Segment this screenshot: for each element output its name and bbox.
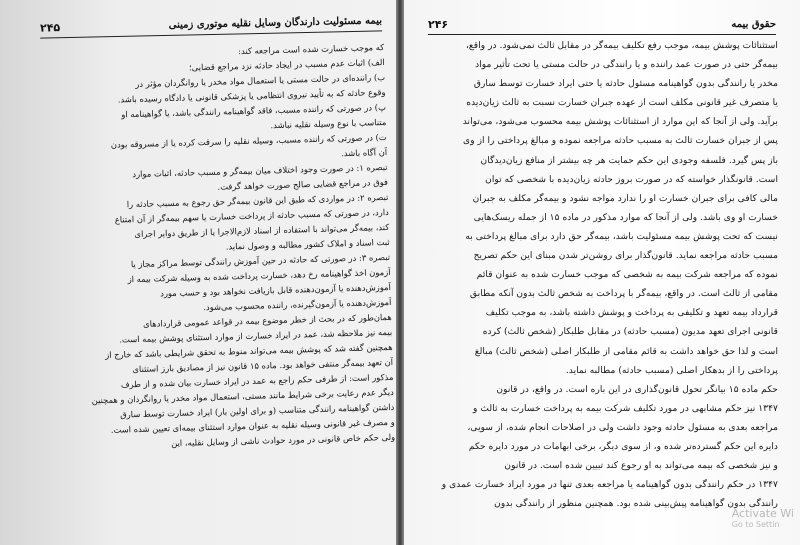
text-line: ت) در صورتی که راننده مسبب، وسیله نقلیه را سرقت کرده یا از مسروقه بودن [110,131,387,150]
text-line: پس از جبران خسارت ثالث به مسبب حادثه مراجعه نموده و مبالغ پرداختی را از وی [463,135,778,147]
text-line: استثنائات پوشش بیمه، موجب رفع تکلیف بیمه‌گر در مقابل ثالث نمی‌شود. در واقع، [465,40,778,51]
text-line: است و لذا حق خواهد داشت به قائم مقامی از طلبکار اصلی (شخص ثالث) مبالغ [474,345,778,357]
text-line: دارد، در صورتی که مسبب حادثه از پرداخت خسارت یا سهم بیمه‌گر از آن امتناع [114,206,389,225]
right-book-page [404,0,800,545]
text-line: تبصره ۳: در صورتی که حادثه در حین آموزش رانندگی توسط مراکز مجاز یا [130,251,391,270]
watermark-line-2: Go to Settin [731,520,780,529]
text-line: مذکور است: از طرفی حکم راجع به عمد در ایراد خسارت بیان شده و از طرف [120,371,394,390]
activate-windows-watermark [732,507,794,529]
text-line: همان‌طور که در بحث از خطر موضوع بیمه در قواعد عمومی قراردادهای [142,311,392,329]
text-line: ۱۳۴۷ نیز حکم مشابهی در مورد تکلیف شرکت بیمه به پرداخت خسارت به ثالث و [473,402,778,414]
text-line: بیمه نیز ملاحظه شد، عمد در ایراد خسارت از موارد استثنای پوشش بیمه است. [119,326,393,345]
text-line: آزمون اخذ گواهینامه رخ دهد، خسارت پرداخت شده به وسیله شرکت بیمه از [127,266,391,285]
text-line: ولی حکم خاص قانونی در مورد حوادث ناشی از وسایل نقلیه، این [170,431,396,449]
left-page-header [40,10,382,38]
text-line: فوق در مراجع قضایی صالح صورت خواهد گرفت. [217,176,389,192]
text-line: وقوع حادثه که به تأیید نیروی انتظامی یا پزشکی قانونی یا دادگاه رسیده باشد. [117,86,386,105]
watermark-line-1: Activate Wi [731,507,794,520]
text-line: تبصره ۲: در مواردی که طبق این قانون بیمه‌گر حق رجوع به مسبب حادثه را [126,191,389,210]
text-line: قرارداد بیمه تعهد و تکلیفی به پرداخت و پوشش داشته باشد، به موجب تکلیف [485,307,778,319]
text-line: دایره این حکم گسترده‌تر شده و، از سوی دیگر، برخی ابهامات در مورد دایره حکم [468,440,778,452]
text-line: قانونی اجرای تعهد مدیون (مسبب حادثه) در مقابل طلبکار (شخص ثالث) کرده [482,326,778,338]
text-line: آن تعهد بیمه‌گر منتفی خواهد بود. ماده ۱۵ قانون نیز از مصادیق بارز استثنای [132,356,394,375]
book-gutter [396,0,404,545]
text-line: مسبب حادثه مراجعه نماید. قانون‌گذار برای روشن‌تر شدن مبنای این حکم تصریح [473,250,778,262]
text-line: که موجب خسارت شده است مراجعه کند: [238,41,385,57]
text-line: ثبت اسناد و املاک کشور مطالبه و وصول نماید. [225,236,390,252]
text-line: حکم ماده ۱۵ بیانگر تحول قانون‌گذاری در این باره است. در واقع، در قانون [496,383,778,395]
text-line: پ) در صورتی که راننده مسبب، فاقد گواهینامه رانندگی باشد، یا گواهینامه او [121,101,387,120]
text-line: و نیز شخصی که بیمه می‌تواند به او رجوع کند تبیین شده است. در قانون [504,460,778,472]
text-line: متناسب با نوع وسیله نقلیه نباشد. [270,116,387,131]
text-line: ب) راننده‌ای در حالت مستی یا استعمال مواد مخدر یا روانگردان مؤثر در [135,71,386,89]
right-page-header [428,14,776,35]
text-line: کند، بیمه‌گر می‌تواند با استفاده از اسناد لازم‌الاجرا یا از طریق دوایر اجرای [134,221,390,240]
text-line: دیگر عدم رعایت برخی شرایط مانند مستی، استعمال مواد مخدر یا روانگردان و همچنین [91,386,394,406]
text-line: داشتن گواهینامه رانندگی متناسب (و برای اولین بار) ایراد خسارت توسط سارق [120,401,395,420]
text-line: خسارت او وی باشد. ولی از آنجا که موارد مذکور در ماده ۱۵ از جمله ریسک‌هایی [473,211,778,223]
left-page-number: ۲۴۵ [39,20,61,35]
text-line: همچنین گفته شد که پوشش بیمه می‌تواند منوط به تحقق شرایطی باشد که خارج از [104,341,393,360]
text-line: نیست که تحت پوشش بیمه مسئولیت باشد، بیمه‌گر حق دارد برای مبالغ پرداختی به [465,230,778,242]
left-header-title: بیمه مسئولیت دارندگان وسایل نقلیه موتوری زمینی [168,14,383,31]
text-line: مقامی از ثالث است. در واقع، بیمه‌گر با پرداخت به شخص ثالث بدون آنکه مطابق [470,288,778,300]
text-line: رانندگی بدون گواهینامه پیش‌بینی شده بود. همچنین منظور از رانندگی بدون [494,498,778,510]
text-line: مالی کافی برای جبران خسارت او را ندارد مواجه نشود و بیمه‌گر مکلف به جبران [472,192,778,204]
text-line: یا متصرف غیر قانونی مکلف است از عهده جبران خسارت نسبت به ثالث زیان‌دیده [466,97,778,109]
text-line: و مصرف غیر قانونی وسیله نقلیه به عنوان موارد استثنای بیمه‌ای تعیین شده است. [110,416,395,435]
right-page-body [424,36,778,513]
text-line: است. قانونگذار خواسته که در صورت بروز حادثه زیان‌دیده با شخصی که توان [485,173,778,185]
text-line: مراجعه بعدی به مسئول حادثه وجود داشت ولی در اصلاحات انجام شده، از سویی، [467,421,778,433]
right-header-title: حقوق بیمه [731,18,776,30]
text-line: بیمه‌گر حتی در صورت عمد راننده و یا رانندگی در حالت مستی یا تحت تأثیر مواد [475,59,778,71]
left-page-body [24,40,395,455]
text-line: مخدر یا رانندگی بدون گواهینامه مسئول حادثه یا حتی ایراد خسارت توسط سارق [473,78,778,90]
text-line: پرداختی را از بدهکار اصلی (مسبب حادثه) مطالبه نماید. [565,364,778,376]
text-line: آن آگاه باشد. [340,146,388,159]
text-line: نموده که مراجعه شرکت بیمه به شخصی که موجب خسارت شده به عنوان قائم [476,269,778,281]
text-line: تبصره ۱: در صورت وجود اختلاف میان بیمه‌گر و مسبب حادثه، اثبات موارد [132,161,388,180]
right-page-number: ۲۴۶ [428,17,449,31]
left-book-page [0,0,396,545]
text-line: برآید. ولی از آنجا که این موارد از استثنائات پوشش بیمه محسوب می‌شود، می‌تواند [462,116,778,128]
text-line: آموزش‌دهنده یا آزمون‌دهنده قابل بازیافت نخواهد بود و حسب مورد [159,281,392,299]
text-line: باز پس گیرد. فلسفه وجودی این حکم حمایت هر چه بیشتر از منافع زیان‌دیدگان [480,154,778,166]
text-line: الف) اثبات عدم مسبب در ایجاد حادثه نزد مراجع قضایی؛ [188,56,385,73]
text-line: ۱۳۴۷ در حکم رانندگی بدون گواهینامه یا مراجعه بعدی تنها در مورد ایراد خسارت عمدی و [441,479,778,491]
text-line: آموزش‌دهنده یا آزمون‌گیرنده، راننده محسوب می‌شود. [203,296,392,313]
